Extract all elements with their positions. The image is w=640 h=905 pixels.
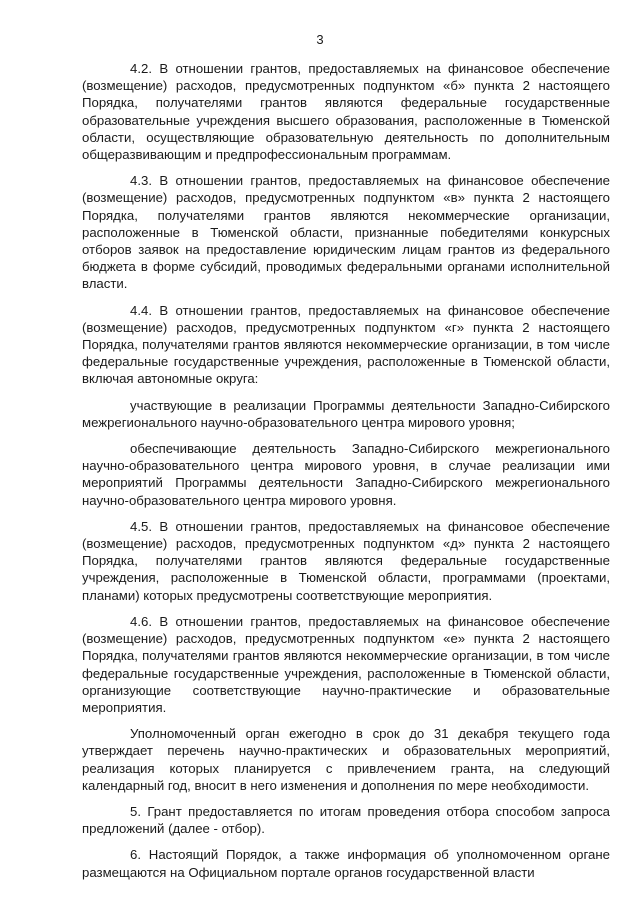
document-body	[82, 60, 610, 890]
paragraph-4-4-item-1: участвующие в реализации Программы деятельности Западно-Сибирского межрегионального научно-образовательного центра мирового уровня;	[82, 397, 610, 430]
paragraph-6: 6. Настоящий Порядок, а также информация об уполномоченном органе размещаются на Официальном портале органов государственной власти	[82, 847, 610, 880]
paragraph-4-2: 4.2. В отношении грантов, предоставляемых на финансовое обеспечение (возмещение) расходов, предусмотренных подпунктом «б» пункта 2 настоящего Порядка, получателями грантов являются федеральные государственные образовательные учреждения высшего образования, расположенные в Тюменской области, осуществляющие образовательную деятельность по дополнительным общеразвивающим и предпрофессиональным программам.	[82, 61, 610, 163]
paragraph-4-3: 4.3. В отношении грантов, предоставляемых на финансовое обеспечение (возмещение) расходов, предусмотренных подпунктом «в» пункта 2 настоящего Порядка, получателями грантов являются некоммерческие организации, расположенные в Тюменской области, признанные победителями конкурсных отборов заявок на предоставление юридическим лицам грантов из федерального бюджета в форме субсидий, проводимых федеральными органами исполнительной власти.	[82, 173, 610, 292]
paragraph-4-4: 4.4. В отношении грантов, предоставляемых на финансовое обеспечение (возмещение) расходов, предусмотренных подпунктом «г» пункта 2 настоящего Порядка, получателями грантов являются некоммерческие организации, в том числе федеральные государственные учреждения, расположенные в Тюменской области, включая автономные округа:	[82, 302, 610, 387]
paragraph-authorized-body: Уполномоченный орган ежегодно в срок до 31 декабря текущего года утверждает перечень научно-практических и образовательных мероприятий, реализация которых планируется с привлечением гранта, на следующий календарный год, вносит в него изменения и дополнения по мере необходимости.	[82, 726, 610, 793]
paragraph-4-4-item-2: обеспечивающие деятельность Западно-Сибирского межрегионального научно-образовательного центра мирового уровня, в случае реализации ими мероприятий Программы деятельности Западно-Сибирского межрегионального научно-образовательного центра мирового уровня.	[82, 441, 610, 508]
paragraph-4-5: 4.5. В отношении грантов, предоставляемых на финансовое обеспечение (возмещение) расходов, предусмотренных подпунктом «д» пункта 2 настоящего Порядка, получателями грантов являются федеральные государственные учреждения, расположенные в Тюменской области, программами (проектами, планами) которых предусмотрены соответствующие мероприятия.	[82, 518, 610, 603]
paragraph-4-6: 4.6. В отношении грантов, предоставляемых на финансовое обеспечение (возмещение) расходов, предусмотренных подпунктом «е» пункта 2 настоящего Порядка, получателями грантов являются некоммерческие организации, в том числе федеральные государственные учреждения, расположенные в Тюменской области, организующие соответствующие научно-практические и образовательные мероприятия.	[82, 613, 610, 715]
paragraph-5: 5. Грант предоставляется по итогам проведения отбора способом запроса предложений (далее - отбор).	[82, 803, 610, 837]
page-number: 3	[316, 32, 324, 47]
